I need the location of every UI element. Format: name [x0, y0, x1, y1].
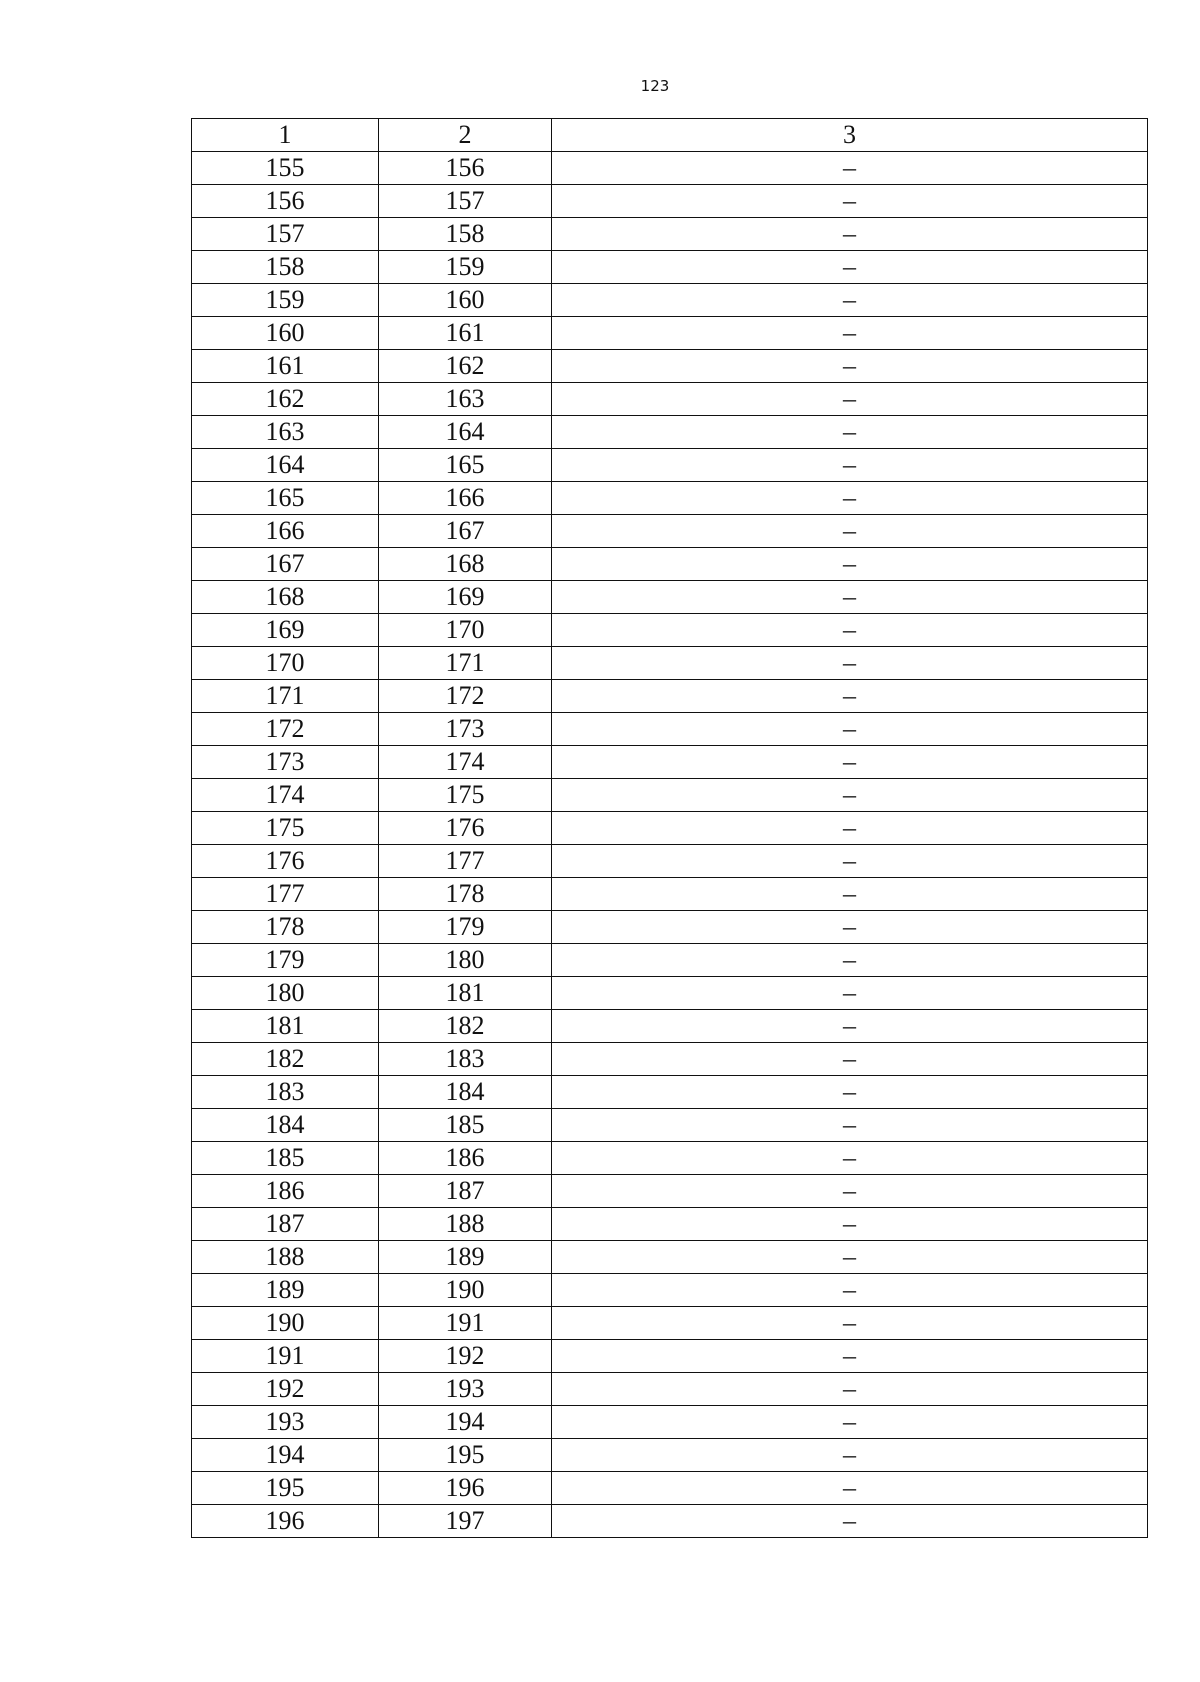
table-cell-col-3: –: [552, 1142, 1148, 1175]
table-cell-col-1: 187: [192, 1208, 379, 1241]
table-cell-col-3: –: [552, 1505, 1148, 1538]
table-cell-col-2: 168: [379, 548, 552, 581]
table-cell-col-3: –: [552, 482, 1148, 515]
header-cell-2: 2: [379, 119, 552, 152]
table-cell-col-2: 156: [379, 152, 552, 185]
table-cell-col-2: 181: [379, 977, 552, 1010]
table-header-row: [192, 119, 1148, 152]
table-cell-col-3: –: [552, 581, 1148, 614]
table-cell-col-3: –: [552, 548, 1148, 581]
table-row: [192, 1175, 1148, 1208]
table-cell-col-3: –: [552, 977, 1148, 1010]
table-cell-col-1: 172: [192, 713, 379, 746]
table-cell-col-1: 171: [192, 680, 379, 713]
table-cell-col-1: 158: [192, 251, 379, 284]
table-cell-col-3: –: [552, 383, 1148, 416]
table-row: [192, 1472, 1148, 1505]
table-cell-col-1: 161: [192, 350, 379, 383]
table-cell-col-1: 181: [192, 1010, 379, 1043]
table-cell-col-2: 180: [379, 944, 552, 977]
table-row: [192, 779, 1148, 812]
table-row: [192, 1109, 1148, 1142]
table-cell-col-3: –: [552, 1274, 1148, 1307]
table-cell-col-2: 164: [379, 416, 552, 449]
table-row: [192, 1340, 1148, 1373]
table-cell-col-3: –: [552, 878, 1148, 911]
table-row: [192, 647, 1148, 680]
table-cell-col-1: 188: [192, 1241, 379, 1274]
table-row: [192, 218, 1148, 251]
table-cell-col-1: 180: [192, 977, 379, 1010]
table-cell-col-2: 188: [379, 1208, 552, 1241]
table-cell-col-3: –: [552, 1109, 1148, 1142]
table-cell-col-2: 197: [379, 1505, 552, 1538]
table-cell-col-1: 175: [192, 812, 379, 845]
table-cell-col-2: 171: [379, 647, 552, 680]
table-cell-col-1: 184: [192, 1109, 379, 1142]
table-row: [192, 812, 1148, 845]
table-cell-col-3: –: [552, 845, 1148, 878]
table-cell-col-2: 196: [379, 1472, 552, 1505]
table-cell-col-2: 173: [379, 713, 552, 746]
header-cell-3: 3: [552, 119, 1148, 152]
table-cell-col-3: –: [552, 1406, 1148, 1439]
table-cell-col-2: 179: [379, 911, 552, 944]
table-cell-col-3: –: [552, 1076, 1148, 1109]
table-row: [192, 581, 1148, 614]
table-row: [192, 1010, 1148, 1043]
table-cell-col-1: 192: [192, 1373, 379, 1406]
table-cell-col-1: 185: [192, 1142, 379, 1175]
table-row: [192, 350, 1148, 383]
table-cell-col-1: 164: [192, 449, 379, 482]
table-cell-col-1: 174: [192, 779, 379, 812]
table-cell-col-2: 174: [379, 746, 552, 779]
table-cell-col-3: –: [552, 1010, 1148, 1043]
table-cell-col-2: 186: [379, 1142, 552, 1175]
table-row: [192, 977, 1148, 1010]
table-cell-col-3: –: [552, 812, 1148, 845]
table-cell-col-1: 168: [192, 581, 379, 614]
table-row: [192, 317, 1148, 350]
table-cell-col-2: 177: [379, 845, 552, 878]
table-cell-col-2: 184: [379, 1076, 552, 1109]
table-cell-col-2: 189: [379, 1241, 552, 1274]
table-row: [192, 383, 1148, 416]
table-row: [192, 713, 1148, 746]
table-cell-col-2: 192: [379, 1340, 552, 1373]
table-row: [192, 1043, 1148, 1076]
table-body: [192, 119, 1148, 1538]
table-cell-col-1: 163: [192, 416, 379, 449]
table-row: [192, 449, 1148, 482]
table-cell-col-2: 158: [379, 218, 552, 251]
table-row: [192, 1505, 1148, 1538]
table-cell-col-2: 191: [379, 1307, 552, 1340]
table-row: [192, 416, 1148, 449]
table-cell-col-3: –: [552, 647, 1148, 680]
table-cell-col-3: –: [552, 1472, 1148, 1505]
table-row: [192, 251, 1148, 284]
table-cell-col-2: 193: [379, 1373, 552, 1406]
table-row: [192, 152, 1148, 185]
table-row: [192, 878, 1148, 911]
table-cell-col-2: 172: [379, 680, 552, 713]
table-cell-col-1: 179: [192, 944, 379, 977]
table-row: [192, 1076, 1148, 1109]
table-cell-col-3: –: [552, 911, 1148, 944]
table-cell-col-1: 183: [192, 1076, 379, 1109]
table-cell-col-1: 177: [192, 878, 379, 911]
table-cell-col-3: –: [552, 1175, 1148, 1208]
table-cell-col-3: –: [552, 317, 1148, 350]
table-cell-col-3: –: [552, 779, 1148, 812]
table-cell-col-2: 187: [379, 1175, 552, 1208]
table-row: [192, 746, 1148, 779]
table-cell-col-1: 173: [192, 746, 379, 779]
table-row: [192, 548, 1148, 581]
table-row: [192, 185, 1148, 218]
table-cell-col-3: –: [552, 614, 1148, 647]
table-row: [192, 680, 1148, 713]
table-row: [192, 1208, 1148, 1241]
table-cell-col-1: 194: [192, 1439, 379, 1472]
table-row: [192, 1406, 1148, 1439]
table-row: [192, 1307, 1148, 1340]
table-cell-col-2: 182: [379, 1010, 552, 1043]
table-row: [192, 1373, 1148, 1406]
table-cell-col-1: 196: [192, 1505, 379, 1538]
table-cell-col-3: –: [552, 1241, 1148, 1274]
table-cell-col-1: 189: [192, 1274, 379, 1307]
table-cell-col-1: 155: [192, 152, 379, 185]
table-cell-col-2: 161: [379, 317, 552, 350]
table-cell-col-3: –: [552, 515, 1148, 548]
table-cell-col-3: –: [552, 1043, 1148, 1076]
table-cell-col-1: 156: [192, 185, 379, 218]
table-cell-col-2: 169: [379, 581, 552, 614]
table-row: [192, 944, 1148, 977]
table-cell-col-2: 166: [379, 482, 552, 515]
table-cell-col-2: 178: [379, 878, 552, 911]
table-cell-col-3: –: [552, 944, 1148, 977]
table-cell-col-1: 160: [192, 317, 379, 350]
table-cell-col-3: –: [552, 1439, 1148, 1472]
table-row: [192, 614, 1148, 647]
table-cell-col-1: 190: [192, 1307, 379, 1340]
table-cell-col-1: 176: [192, 845, 379, 878]
table-cell-col-1: 165: [192, 482, 379, 515]
data-table: [191, 118, 1148, 1538]
table-cell-col-2: 170: [379, 614, 552, 647]
table-cell-col-2: 157: [379, 185, 552, 218]
table-cell-col-2: 160: [379, 284, 552, 317]
table-cell-col-1: 170: [192, 647, 379, 680]
table-cell-col-2: 195: [379, 1439, 552, 1472]
table-cell-col-3: –: [552, 449, 1148, 482]
table-cell-col-3: –: [552, 746, 1148, 779]
table-cell-col-1: 178: [192, 911, 379, 944]
table-cell-col-3: –: [552, 1307, 1148, 1340]
table-cell-col-3: –: [552, 1208, 1148, 1241]
table-cell-col-2: 159: [379, 251, 552, 284]
table-row: [192, 1142, 1148, 1175]
table-cell-col-3: –: [552, 185, 1148, 218]
table-row: [192, 284, 1148, 317]
table-cell-col-3: –: [552, 1373, 1148, 1406]
table-row: [192, 1274, 1148, 1307]
table-cell-col-2: 165: [379, 449, 552, 482]
table-row: [192, 482, 1148, 515]
page-number: 123: [640, 77, 670, 95]
table-cell-col-3: –: [552, 713, 1148, 746]
table-cell-col-1: 182: [192, 1043, 379, 1076]
table-row: [192, 1439, 1148, 1472]
table-cell-col-2: 183: [379, 1043, 552, 1076]
table-cell-col-1: 191: [192, 1340, 379, 1373]
table-cell-col-3: –: [552, 152, 1148, 185]
table-cell-col-3: –: [552, 350, 1148, 383]
table-row: [192, 515, 1148, 548]
table-cell-col-1: 186: [192, 1175, 379, 1208]
table-cell-col-2: 162: [379, 350, 552, 383]
table-cell-col-3: –: [552, 284, 1148, 317]
table-cell-col-2: 163: [379, 383, 552, 416]
table-cell-col-2: 175: [379, 779, 552, 812]
table-cell-col-2: 176: [379, 812, 552, 845]
table-cell-col-3: –: [552, 1340, 1148, 1373]
table-cell-col-1: 157: [192, 218, 379, 251]
table-cell-col-3: –: [552, 251, 1148, 284]
table-cell-col-2: 185: [379, 1109, 552, 1142]
table-row: [192, 845, 1148, 878]
table-cell-col-1: 195: [192, 1472, 379, 1505]
table-cell-col-1: 162: [192, 383, 379, 416]
table-cell-col-1: 167: [192, 548, 379, 581]
table-cell-col-2: 167: [379, 515, 552, 548]
table-cell-col-2: 190: [379, 1274, 552, 1307]
table-cell-col-2: 194: [379, 1406, 552, 1439]
table-cell-col-1: 166: [192, 515, 379, 548]
table-cell-col-1: 169: [192, 614, 379, 647]
table-cell-col-3: –: [552, 416, 1148, 449]
table-cell-col-3: –: [552, 218, 1148, 251]
table-row: [192, 911, 1148, 944]
table-cell-col-1: 193: [192, 1406, 379, 1439]
table-cell-col-3: –: [552, 680, 1148, 713]
header-cell-1: 1: [192, 119, 379, 152]
table-cell-col-1: 159: [192, 284, 379, 317]
table-row: [192, 1241, 1148, 1274]
